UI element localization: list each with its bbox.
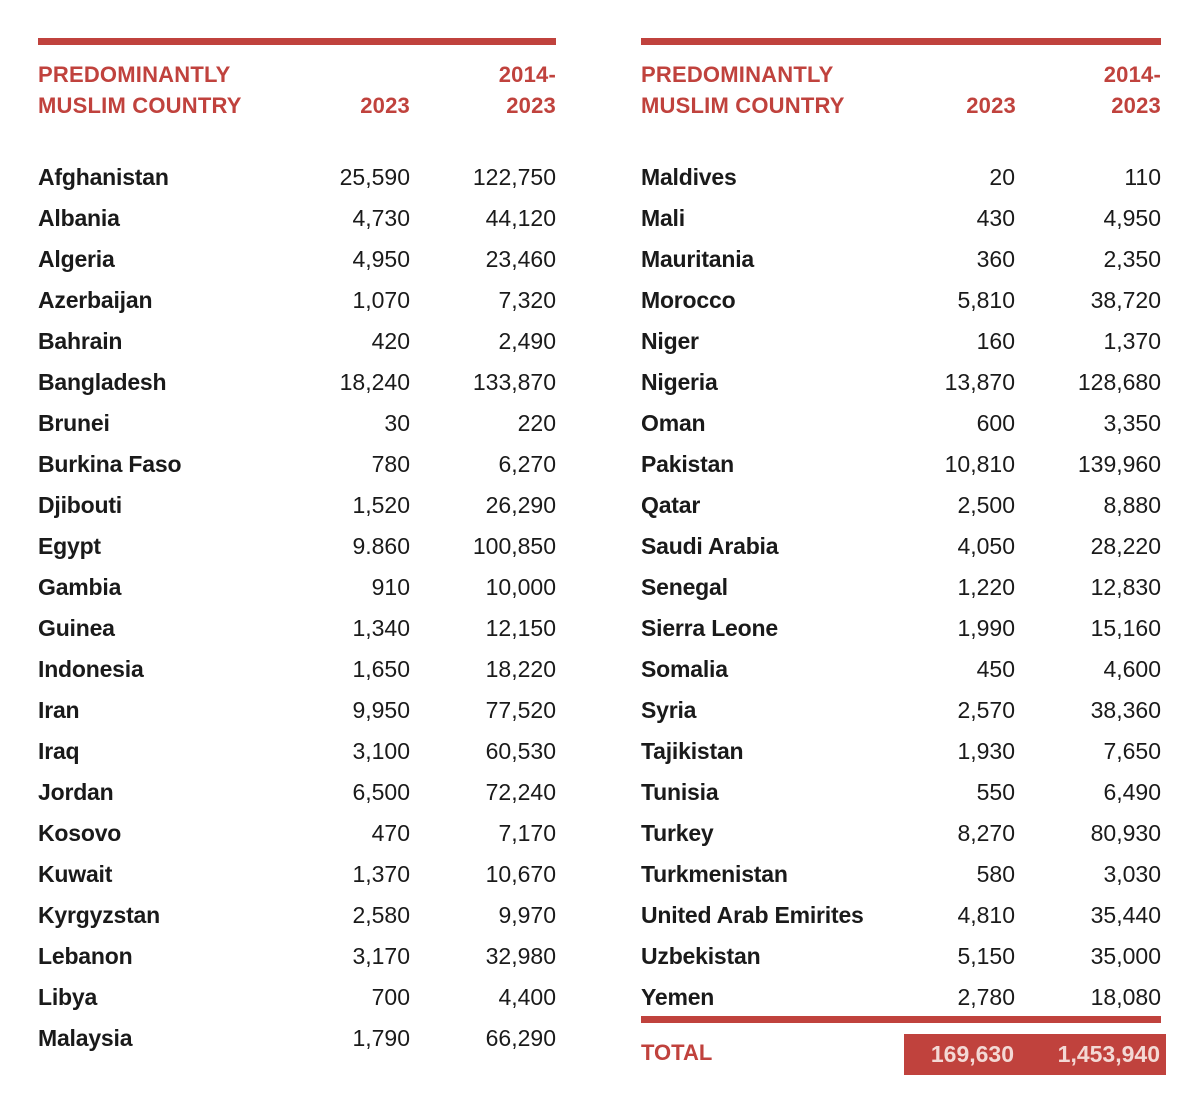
table-row xyxy=(38,690,556,731)
value-2023: 780 xyxy=(371,451,410,477)
country-name: Maldives xyxy=(641,164,737,190)
value-2014-2023: 15,160 xyxy=(1090,615,1161,641)
value-2014-2023: 100,850 xyxy=(472,533,556,559)
country-name: United Arab Emirites xyxy=(641,902,864,928)
country-name: Pakistan xyxy=(641,451,735,477)
value-2014-2023: 139,960 xyxy=(1077,451,1161,477)
country-name: Jordan xyxy=(38,779,114,805)
right-table xyxy=(641,38,1161,1018)
left-header-country: PREDOMINANTLY MUSLIM COUNTRY xyxy=(38,62,242,118)
country-name: Senegal xyxy=(641,574,728,600)
value-2023: 2,780 xyxy=(957,984,1015,1010)
table-row xyxy=(38,198,556,239)
value-2023: 30 xyxy=(384,410,410,436)
country-name: Sierra Leone xyxy=(641,615,778,641)
table-row xyxy=(38,895,556,936)
value-2014-2023: 8,880 xyxy=(1103,492,1161,518)
value-2023: 9,950 xyxy=(352,697,410,723)
value-2023: 700 xyxy=(371,984,410,1010)
value-2014-2023: 12,830 xyxy=(1090,574,1161,600)
table-row xyxy=(38,403,556,444)
table-row xyxy=(641,895,1161,936)
value-2014-2023: 7,320 xyxy=(498,287,556,313)
table-row xyxy=(641,936,1161,977)
value-2023: 9.860 xyxy=(352,533,410,559)
value-2023: 5,150 xyxy=(957,943,1015,969)
value-2023: 5,810 xyxy=(957,287,1015,313)
country-name: Kosovo xyxy=(38,820,122,846)
value-2023: 2,500 xyxy=(957,492,1015,518)
country-name: Algeria xyxy=(38,246,115,272)
table-row xyxy=(641,813,1161,854)
table-row xyxy=(38,567,556,608)
country-name: Gambia xyxy=(38,574,122,600)
country-name: Burkina Faso xyxy=(38,451,182,477)
table-row xyxy=(641,608,1161,649)
total-2014-2023: 1,453,940 xyxy=(1057,1041,1160,1067)
country-name: Azerbaijan xyxy=(38,287,153,313)
country-name: Djibouti xyxy=(38,492,122,518)
value-2023: 1,070 xyxy=(352,287,410,313)
value-2014-2023: 122,750 xyxy=(472,164,556,190)
left-header xyxy=(38,59,556,139)
table-row xyxy=(641,362,1161,403)
value-2014-2023: 66,290 xyxy=(485,1025,556,1051)
table-row xyxy=(38,280,556,321)
right-header-country: PREDOMINANTLY MUSLIM COUNTRY xyxy=(641,62,845,118)
country-name: Kuwait xyxy=(38,861,113,887)
value-2023: 20 xyxy=(989,164,1015,190)
value-2014-2023: 10,670 xyxy=(485,861,556,887)
value-2014-2023: 18,220 xyxy=(485,656,556,682)
left-header-range: 2014- 2023 xyxy=(498,62,556,118)
country-name: Kyrgyzstan xyxy=(38,902,160,928)
country-name: Saudi Arabia xyxy=(641,533,779,559)
table-row xyxy=(641,977,1161,1018)
country-name: Guinea xyxy=(38,615,115,641)
value-2014-2023: 1,370 xyxy=(1103,328,1161,354)
value-2014-2023: 23,460 xyxy=(485,246,556,272)
total-rule xyxy=(641,1016,1161,1023)
right-header-2023: 2023 xyxy=(966,93,1016,118)
value-2023: 4,050 xyxy=(957,533,1015,559)
value-2014-2023: 28,220 xyxy=(1090,533,1161,559)
value-2023: 1,370 xyxy=(352,861,410,887)
country-name: Egypt xyxy=(38,533,101,559)
value-2014-2023: 3,350 xyxy=(1103,410,1161,436)
right-rows xyxy=(641,157,1161,1018)
total-box xyxy=(904,1034,1166,1075)
country-name: Indonesia xyxy=(38,656,144,682)
country-name: Malaysia xyxy=(38,1025,133,1051)
value-2023: 4,950 xyxy=(352,246,410,272)
left-top-rule xyxy=(38,38,556,45)
left-table xyxy=(38,38,556,1059)
total-2023: 169,630 xyxy=(930,1041,1014,1067)
table-row xyxy=(38,936,556,977)
value-2014-2023: 38,360 xyxy=(1090,697,1161,723)
table-row xyxy=(38,444,556,485)
value-2014-2023: 35,000 xyxy=(1090,943,1161,969)
value-2023: 470 xyxy=(371,820,410,846)
value-2014-2023: 128,680 xyxy=(1077,369,1161,395)
value-2023: 430 xyxy=(976,205,1015,231)
table-row xyxy=(641,403,1161,444)
value-2014-2023: 35,440 xyxy=(1090,902,1161,928)
right-top-rule xyxy=(641,38,1161,45)
table-row xyxy=(38,485,556,526)
country-name: Iran xyxy=(38,697,80,723)
value-2023: 1,930 xyxy=(957,738,1015,764)
value-2014-2023: 26,290 xyxy=(485,492,556,518)
country-name: Nigeria xyxy=(641,369,718,395)
value-2014-2023: 4,400 xyxy=(498,984,556,1010)
country-name: Bahrain xyxy=(38,328,123,354)
country-name: Bangladesh xyxy=(38,369,167,395)
total-label: TOTAL xyxy=(641,1040,713,1065)
country-name: Morocco xyxy=(641,287,736,313)
value-2023: 450 xyxy=(976,656,1015,682)
table-row xyxy=(38,772,556,813)
country-name: Tajikistan xyxy=(641,738,744,764)
value-2014-2023: 80,930 xyxy=(1090,820,1161,846)
value-2023: 2,580 xyxy=(352,902,410,928)
value-2014-2023: 60,530 xyxy=(485,738,556,764)
country-name: Albania xyxy=(38,205,120,231)
table-row xyxy=(641,444,1161,485)
value-2014-2023: 7,650 xyxy=(1103,738,1161,764)
table-row xyxy=(38,731,556,772)
value-2023: 4,730 xyxy=(352,205,410,231)
value-2023: 1,990 xyxy=(957,615,1015,641)
value-2014-2023: 12,150 xyxy=(485,615,556,641)
country-name: Tunisia xyxy=(641,779,719,805)
table-row xyxy=(38,1018,556,1059)
value-2023: 1,220 xyxy=(957,574,1015,600)
country-name: Brunei xyxy=(38,410,110,436)
country-name: Iraq xyxy=(38,738,80,764)
country-name: Libya xyxy=(38,984,98,1010)
table-row xyxy=(38,239,556,280)
table-row xyxy=(641,854,1161,895)
value-2023: 1,520 xyxy=(352,492,410,518)
value-2014-2023: 77,520 xyxy=(485,697,556,723)
value-2023: 10,810 xyxy=(944,451,1015,477)
country-name: Turkey xyxy=(641,820,714,846)
table-row xyxy=(641,690,1161,731)
table-row xyxy=(38,362,556,403)
country-name: Qatar xyxy=(641,492,701,518)
right-header-range: 2014- 2023 xyxy=(1103,62,1161,118)
table-row xyxy=(38,649,556,690)
table-row xyxy=(641,157,1161,198)
table-row xyxy=(641,239,1161,280)
table-row xyxy=(38,813,556,854)
table-row xyxy=(641,526,1161,567)
value-2014-2023: 44,120 xyxy=(485,205,556,231)
table-row xyxy=(641,731,1161,772)
country-name: Uzbekistan xyxy=(641,943,761,969)
value-2014-2023: 220 xyxy=(517,410,556,436)
country-name: Turkmenistan xyxy=(641,861,788,887)
value-2023: 25,590 xyxy=(339,164,410,190)
country-name: Syria xyxy=(641,697,697,723)
value-2023: 910 xyxy=(371,574,410,600)
value-2023: 8,270 xyxy=(957,820,1015,846)
value-2014-2023: 38,720 xyxy=(1090,287,1161,313)
value-2014-2023: 6,490 xyxy=(1103,779,1161,805)
table-row xyxy=(38,608,556,649)
value-2023: 1,340 xyxy=(352,615,410,641)
country-name: Somalia xyxy=(641,656,728,682)
table-row xyxy=(641,567,1161,608)
left-header-2023: 2023 xyxy=(360,93,410,118)
value-2014-2023: 7,170 xyxy=(498,820,556,846)
value-2014-2023: 6,270 xyxy=(498,451,556,477)
table-row xyxy=(641,321,1161,362)
value-2014-2023: 2,350 xyxy=(1103,246,1161,272)
value-2023: 420 xyxy=(371,328,410,354)
table-row xyxy=(38,321,556,362)
value-2023: 160 xyxy=(976,328,1015,354)
value-2014-2023: 9,970 xyxy=(498,902,556,928)
value-2023: 1,790 xyxy=(352,1025,410,1051)
value-2014-2023: 2,490 xyxy=(498,328,556,354)
table-row xyxy=(641,772,1161,813)
table-row xyxy=(38,977,556,1018)
value-2014-2023: 133,870 xyxy=(472,369,556,395)
table-row xyxy=(38,526,556,567)
table-row xyxy=(641,649,1161,690)
value-2023: 4,810 xyxy=(957,902,1015,928)
country-name: Niger xyxy=(641,328,699,354)
value-2023: 360 xyxy=(976,246,1015,272)
table-row xyxy=(641,485,1161,526)
value-2023: 6,500 xyxy=(352,779,410,805)
value-2023: 2,570 xyxy=(957,697,1015,723)
value-2014-2023: 110 xyxy=(1124,164,1161,190)
value-2014-2023: 4,950 xyxy=(1103,205,1161,231)
table-row xyxy=(38,854,556,895)
value-2014-2023: 18,080 xyxy=(1090,984,1161,1010)
country-name: Yemen xyxy=(641,984,715,1010)
value-2023: 3,100 xyxy=(352,738,410,764)
value-2023: 580 xyxy=(976,861,1015,887)
value-2023: 600 xyxy=(976,410,1015,436)
table-row xyxy=(641,280,1161,321)
country-name: Mauritania xyxy=(641,246,755,272)
value-2023: 1,650 xyxy=(352,656,410,682)
value-2014-2023: 32,980 xyxy=(485,943,556,969)
value-2014-2023: 3,030 xyxy=(1103,861,1161,887)
value-2023: 3,170 xyxy=(352,943,410,969)
value-2014-2023: 72,240 xyxy=(485,779,556,805)
country-name: Oman xyxy=(641,410,706,436)
table-row xyxy=(641,198,1161,239)
country-name: Mali xyxy=(641,205,685,231)
right-header xyxy=(641,59,1161,139)
value-2023: 13,870 xyxy=(944,369,1015,395)
country-name: Afghanistan xyxy=(38,164,169,190)
left-rows xyxy=(38,157,556,1059)
value-2014-2023: 4,600 xyxy=(1103,656,1161,682)
value-2014-2023: 10,000 xyxy=(485,574,556,600)
value-2023: 550 xyxy=(976,779,1015,805)
table-row xyxy=(38,157,556,198)
country-name: Lebanon xyxy=(38,943,133,969)
value-2023: 18,240 xyxy=(339,369,410,395)
